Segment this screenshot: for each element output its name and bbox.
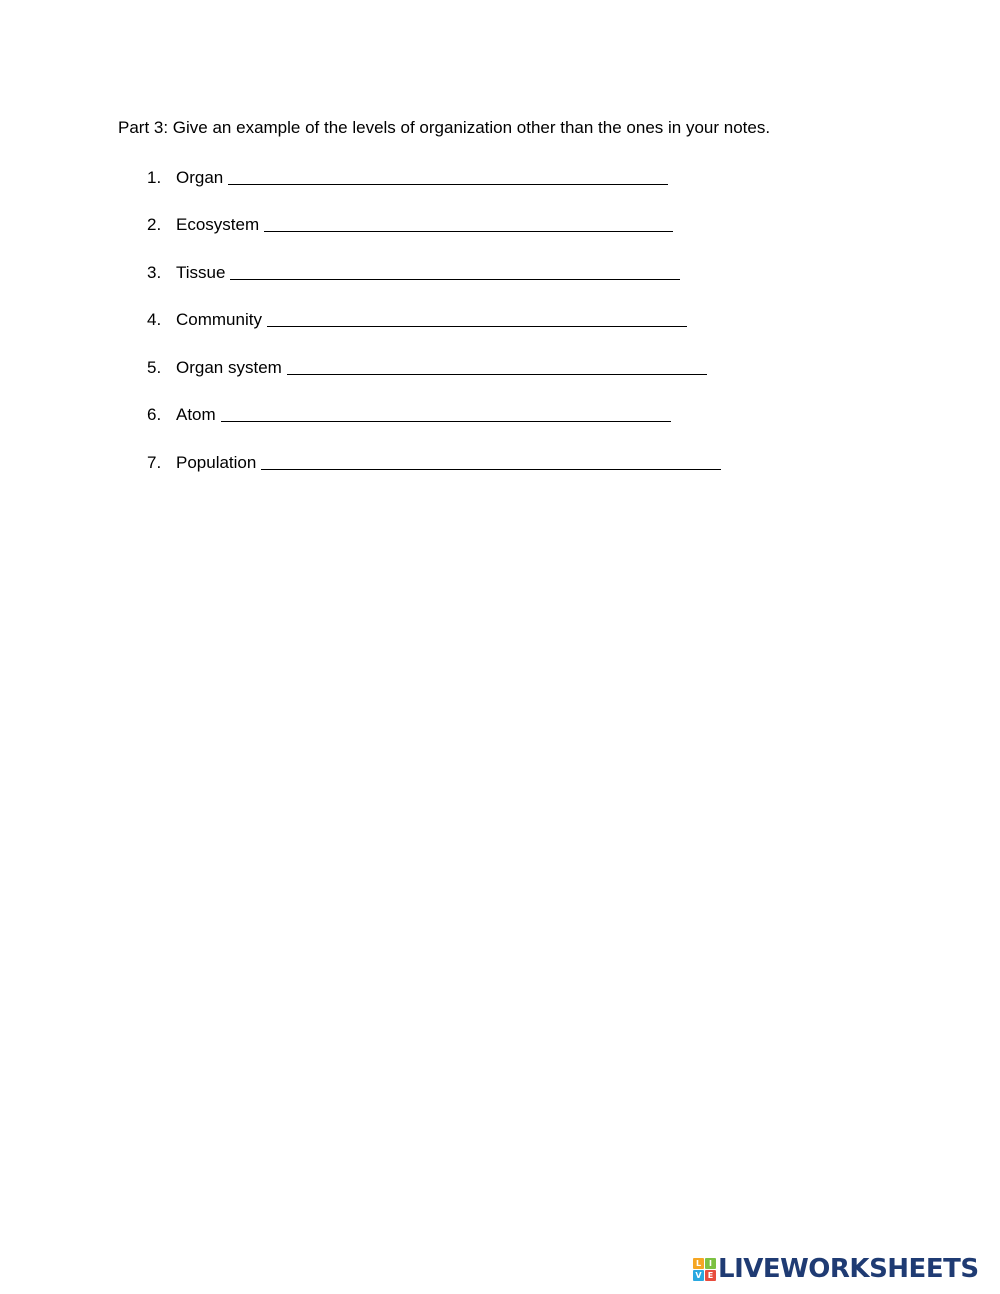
liveworksheets-logo-icon bbox=[693, 1258, 716, 1281]
logo-letter: E bbox=[705, 1270, 716, 1281]
list-item bbox=[147, 308, 687, 330]
item-label: Organ bbox=[176, 168, 224, 187]
list-item bbox=[147, 166, 668, 188]
logo-letter: L bbox=[693, 1258, 704, 1269]
list-item bbox=[147, 261, 680, 283]
list-item bbox=[147, 451, 721, 473]
logo-letter: V bbox=[693, 1270, 704, 1281]
item-number: 7. bbox=[147, 453, 162, 472]
item-number: 4. bbox=[147, 310, 162, 329]
answer-blank-tissue[interactable] bbox=[230, 265, 680, 280]
brand-wordmark: LIVEWORKSHEETS bbox=[718, 1254, 979, 1284]
item-number: 6. bbox=[147, 405, 162, 424]
answer-blank-ecosystem[interactable] bbox=[264, 217, 673, 232]
answer-blank-population[interactable] bbox=[261, 455, 721, 470]
list-item bbox=[147, 403, 671, 425]
item-label: Population bbox=[176, 453, 257, 472]
item-number: 2. bbox=[147, 215, 162, 234]
item-number: 5. bbox=[147, 358, 162, 377]
answer-blank-atom[interactable] bbox=[221, 407, 671, 422]
item-label: Organ system bbox=[176, 358, 282, 377]
item-label: Atom bbox=[176, 405, 216, 424]
logo-letter: I bbox=[705, 1258, 716, 1269]
item-label: Community bbox=[176, 310, 262, 329]
item-number: 1. bbox=[147, 168, 162, 187]
liveworksheets-brand bbox=[693, 1254, 979, 1284]
instruction-text: Part 3: Give an example of the levels of organization other than the ones in your notes. bbox=[118, 118, 771, 137]
answer-blank-organ-system[interactable] bbox=[287, 360, 707, 375]
item-number: 3. bbox=[147, 263, 162, 282]
answer-blank-community[interactable] bbox=[267, 312, 687, 327]
list-item bbox=[147, 213, 673, 235]
answer-blank-organ[interactable] bbox=[228, 170, 668, 185]
item-label: Tissue bbox=[176, 263, 226, 282]
item-label: Ecosystem bbox=[176, 215, 260, 234]
list-item bbox=[147, 356, 707, 378]
